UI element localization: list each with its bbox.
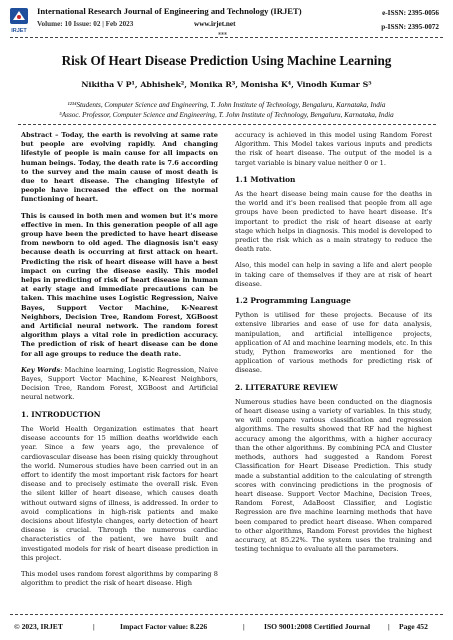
intro-continuation: accuracy is achieved in this model using Random Forest Algorithm. This Model takes various inputs and predicts the risk of heart disease. The output of the model is a target variable is binary value neither 0 or 1. — [235, 131, 432, 167]
abstract-paragraph — [21, 131, 218, 205]
keywords-text: : Machine learning, Logistic Regression, Naive Bayes, Support Vector Machine, K-Nearest Neighbors, Decision Tree, Random Forest, XGBoost and Artificial neural network. — [21, 365, 218, 402]
issn-block — [381, 6, 439, 34]
paper-title: Risk Of Heart Disease Prediction Using Machine Learning — [61, 53, 392, 68]
abstract-text: Today, the earth is revolving at same rate but people are evolving rapidly. And changing lifestyle of people is main cause for all impacts on human beings. Today, the death rate is 7.6 according to the survey and the main cause of most death is due to heart disease. The changing lifestyle of people have increased the effect on the normal functioning of heart. — [21, 131, 218, 204]
motivation-paragraph: As the heart disease being main cause for the deaths in the world and it's been realised that people from all age groups have been predicted to have heart disease. It's important to predict the risk of heart disease at early stage which helps in diagnosis. This model is developed to predict the risk which as a main strategy to reduce the death rate. — [235, 190, 432, 254]
affiliation-professor: ⁵Assoc. Professor, Computer Science and Engineering, T. John Institute of Technology, Bengaluru, Karnataka, India — [59, 111, 394, 119]
right-column — [235, 131, 432, 561]
page-footer — [0, 612, 453, 640]
intro-paragraph: The World Health Organization estimates that heart disease accounts for 15 million deaths worldwide each year. Since a few years ago, the prevalence of cardiovascular disease has been rising quickly throughout the world. Numerous studies have been carried out in an effort to identify the most important risk factors for heart disease and to precisely estimate the overall risk. Even the silent killer of heart disease, which causes death without outward signs of illness, is addressed. In order to avoid complications in high-risk patients and make decisions about lifestyle changes, early detection of heart disease is crucial. Through the numerous cardiac characteristics of the patient, we have built and investigated models for risk of heart disease prediction in this project. — [21, 424, 218, 562]
footer-impact-factor: Impact Factor value: 8.226 — [120, 622, 208, 631]
footer-page-number: Page 452 — [399, 622, 428, 631]
section-heading-motivation: 1.1 Motivation — [235, 174, 296, 184]
section-heading-literature-review: 2. LITERATURE REVIEW — [235, 382, 338, 392]
journal-volume: Volume: 10 Issue: 02 | Feb 2023 — [37, 20, 134, 28]
footer-separator-3: | — [388, 622, 390, 631]
eissn: e-ISSN: 2395-0056 — [382, 9, 439, 17]
intro-paragraph-2: This model uses random forest algorithms by comparing 8 algorithm to predict the risk of heart disease. High — [21, 569, 218, 588]
keywords-label: Key Words — [21, 365, 61, 374]
svg-text:IRJET: IRJET — [11, 28, 27, 34]
abstract-paragraph-2: This is caused in both men and women but it's more effective in men. In this generation people of all age group have been the predicted to have heart disease from newborn to old aged. The diagnosis isn't easy because death is occurring at first attack on heart. Predicting the risk of heart disease will have a best impact on curing the disease easily. This model helps in predicting of risk of heart disease in human at early stage and immediate precautions can be taken. This machine uses Logistic Regression, Naive Bayes, Support Vector Machine, K-Nearest Neighbors, Decision Tree, Random Forest, XGBoost and Artificial neural network. The random forest algorithm plays a vital role in prediction accuracy. The prediction of risk of heart disease can be done for all age groups to reduce the death rate. — [21, 211, 218, 358]
footer-separator-2: | — [243, 622, 245, 631]
title-divider — [18, 124, 436, 125]
programming-language-paragraph: Python is utilised for these projects. Because of its extensive libraries and ease of use for data analysis, manipulation, and artificial intelligence projects, application of AI and machine learning models, etc. In this study, Python frameworks are mentioned for the application of various methods for predicting risk of disease. — [235, 311, 432, 375]
footer-iso: ISO 9001:2008 Certified Journal — [264, 622, 371, 631]
footer-separator-1: | — [93, 622, 95, 631]
journal-url[interactable]: www.irjet.net — [194, 20, 236, 28]
footer-divider — [10, 614, 443, 615]
literature-review-paragraph: Numerous studies have been conducted on the diagnosis of heart disease using a variety of variables. In this study, we will compare various classification and regression algorithms. The results showed that RF had the highest accuracy among the algorithms, with a higher accuracy than the other algorithms. By combining PCA and Cluster methods, authors had suggested a Random Forest Classification for Heart Disease Prediction. This study made a substantial addition to the calculating of strength scores with convincing predictions in the prognosis of heart disease. Support Vector Machine, Decision Trees, Random Forest, AdaBoost Classifier, and Logistic Regression are five machine learning methods that have been compared to predict heart disease. When compared to other algorithms, Random Forest provides the highest accuracy, at 85.22%. The system uses the training and testing technique to evaluate all the parameters. — [235, 397, 432, 554]
pissn: p-ISSN: 2395-0072 — [381, 23, 439, 31]
footer-copyright: © 2023, IRJET — [14, 622, 63, 631]
section-heading-introduction: 1. INTRODUCTION — [21, 409, 101, 419]
section-heading-programming-language: 1.2 Programming Language — [235, 296, 351, 306]
paper-authors: Nikitha V P¹, Abhishek², Monika R³, Monisha K⁴, Vinodh Kumar S⁵ — [81, 80, 372, 89]
header-separator: *** — [218, 32, 227, 39]
journal-header — [0, 0, 453, 42]
abstract-label: Abstract – — [21, 131, 59, 139]
motivation-paragraph-2: Also, this model can help in saving a life and alert people in taking care of themselves if they are at risk of heart disease. — [235, 261, 432, 288]
left-column — [21, 131, 218, 595]
journal-name: International Research Journal of Engineering and Technology (IRJET) — [37, 6, 302, 16]
irjet-logo — [8, 6, 30, 34]
keywords-paragraph — [21, 366, 218, 403]
affiliation-students: ¹²³⁴Students, Computer Science and Engineering, T. John Institute of Technology, Bengaluru, Karnataka, India — [67, 101, 386, 109]
